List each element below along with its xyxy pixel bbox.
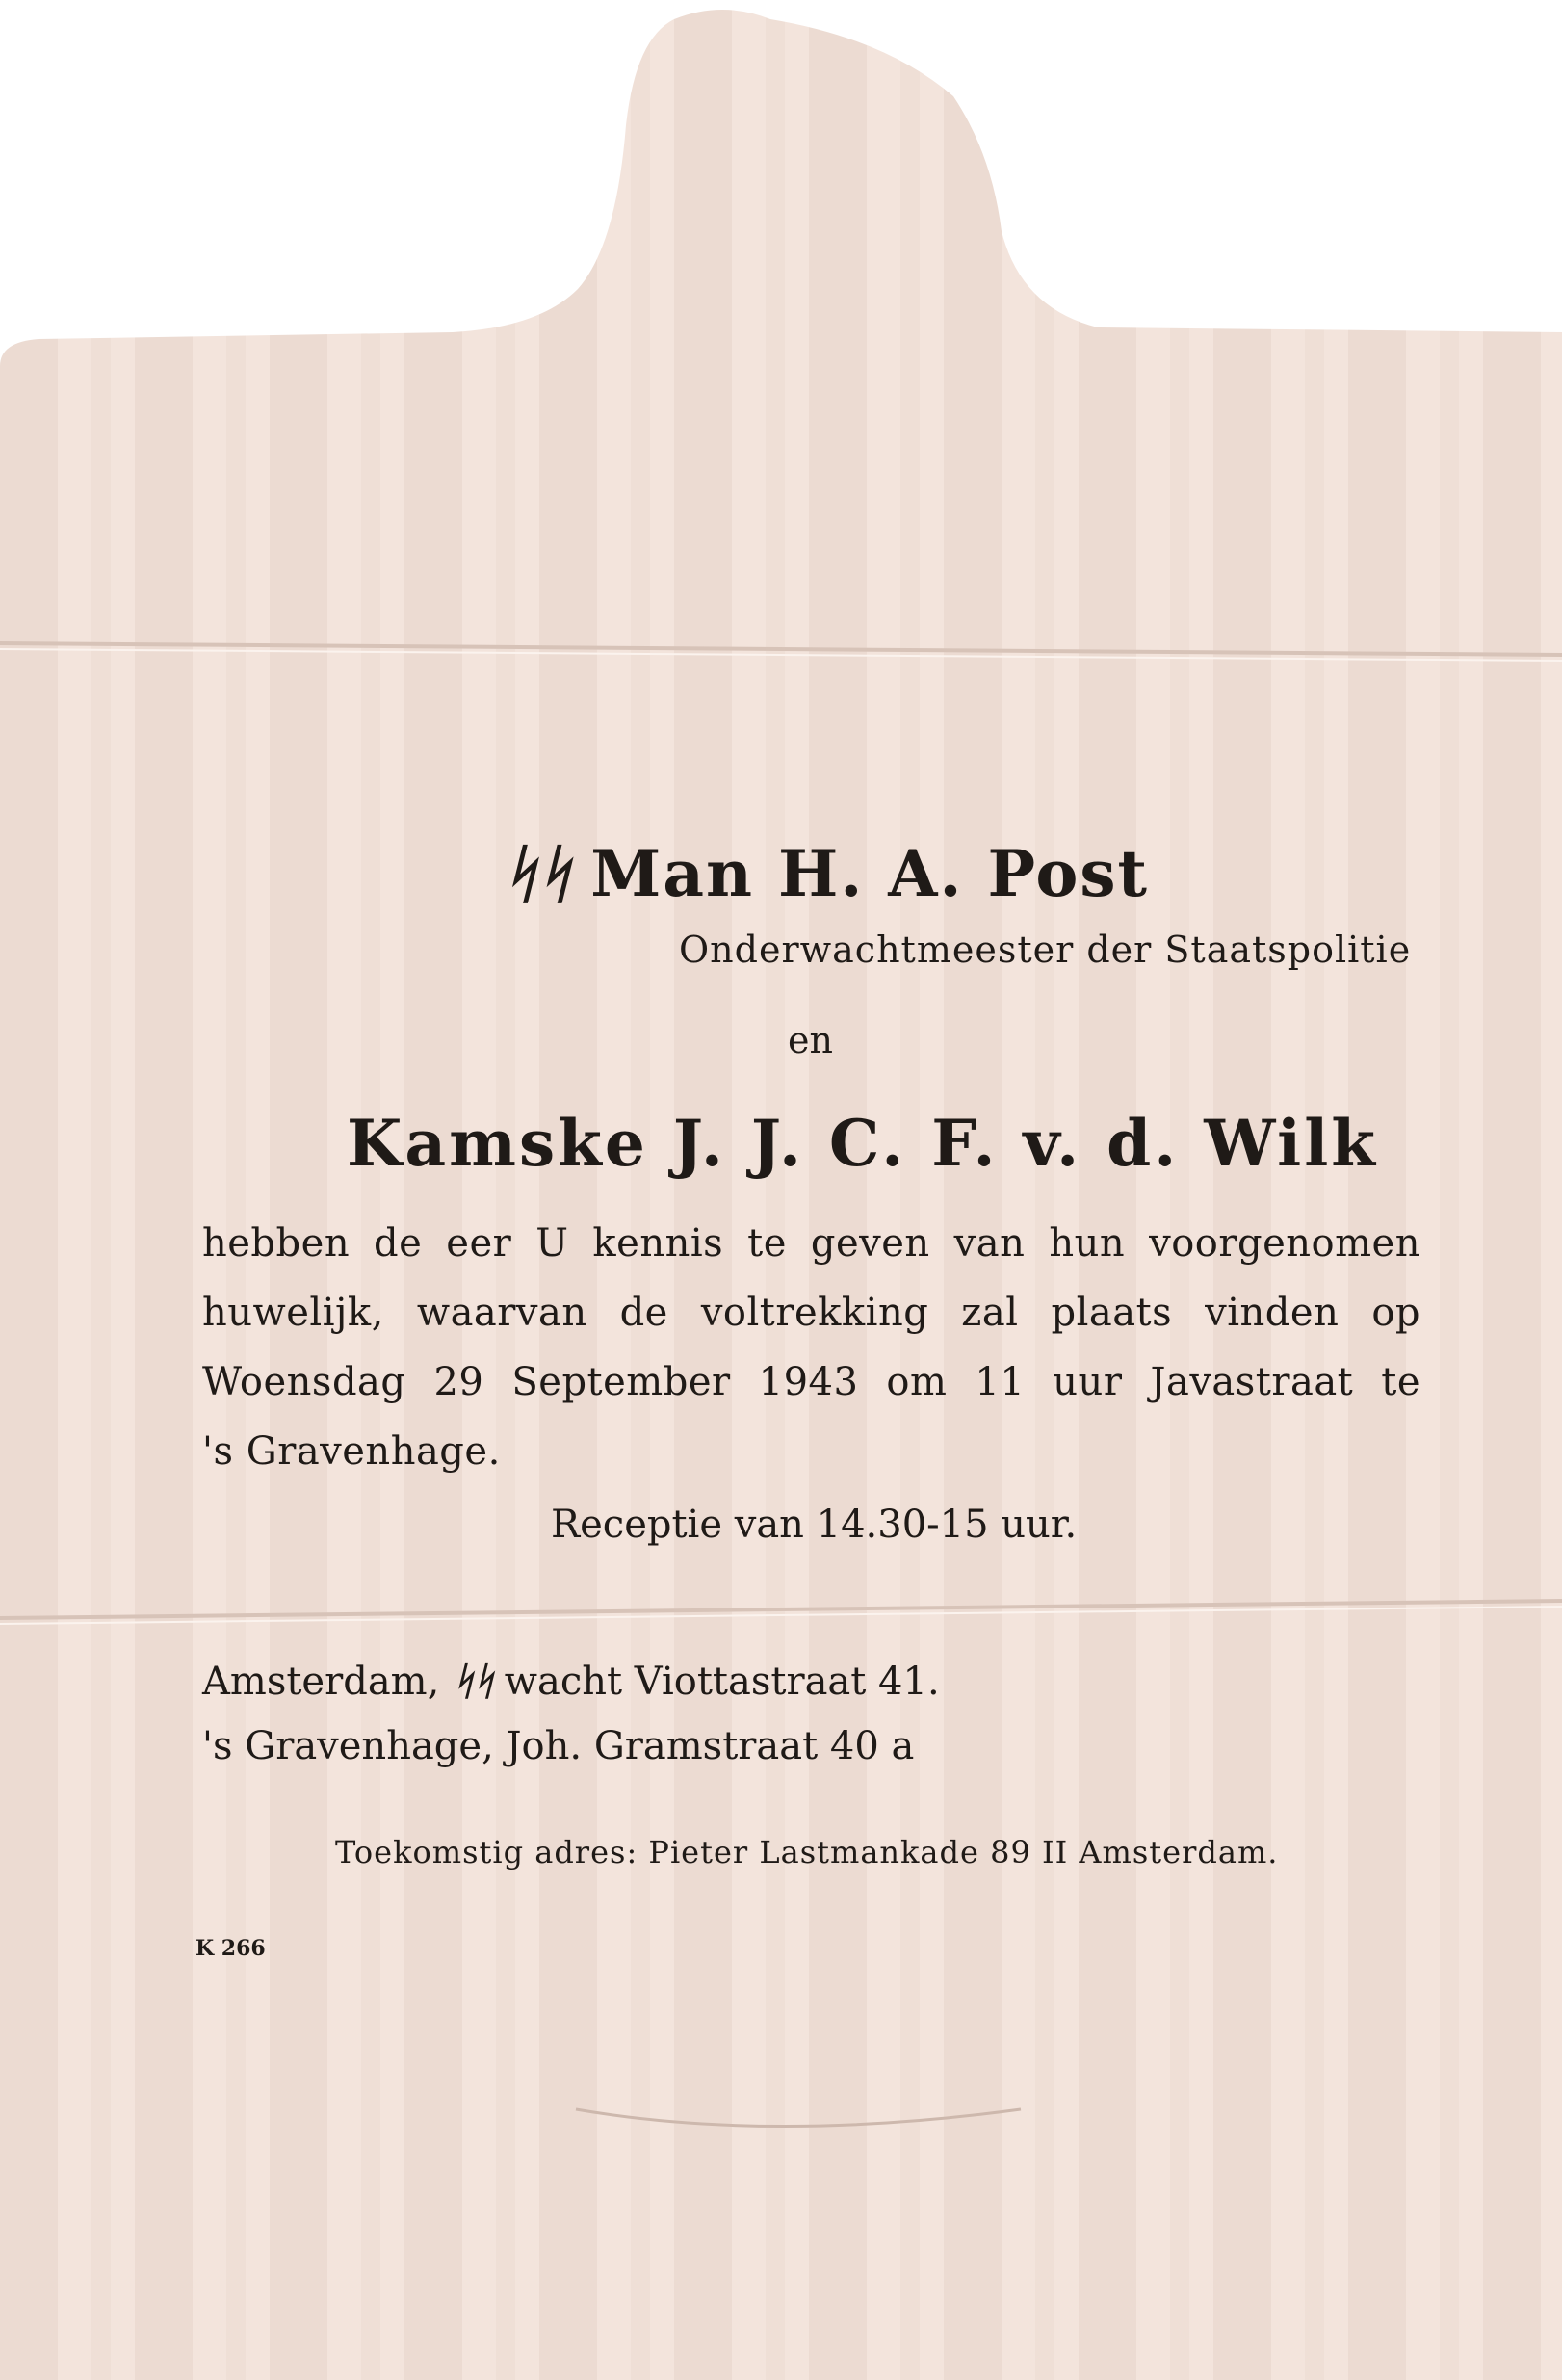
reception-time: Receptie van 14.30-15 uur. [551, 1503, 1078, 1547]
announcement-line-3 [202, 1360, 1420, 1404]
card-shape [0, 10, 1562, 2380]
word: voltrekking [700, 1291, 929, 1335]
ss-rune-icon: ᛋᛋ [501, 836, 570, 911]
conjunction: en [788, 1019, 833, 1061]
word: te [747, 1221, 787, 1266]
word: vinden [1205, 1291, 1340, 1335]
word: September [511, 1360, 731, 1404]
word: hun [1049, 1221, 1126, 1266]
announcement-line-2 [202, 1291, 1420, 1335]
announcement-line-4: 's Gravenhage. [202, 1429, 501, 1474]
word: U [535, 1221, 569, 1266]
groom-address [202, 1659, 940, 1704]
word: 11 [975, 1360, 1026, 1404]
word: waarvan [416, 1291, 587, 1335]
groom-address-city: Amsterdam, [202, 1660, 440, 1704]
groom-name-text: Man H. A. Post [590, 836, 1149, 911]
word: op [1371, 1291, 1420, 1335]
word: van [953, 1221, 1026, 1266]
word: hebben [202, 1221, 351, 1266]
groom-address-street: wacht Viottastraat 41. [504, 1660, 940, 1704]
word: Woensdag [202, 1360, 406, 1404]
word: 1943 [758, 1360, 859, 1404]
word: zal [961, 1291, 1019, 1335]
future-address: Toekomstig adres: Pieter Lastmankade 89 II Amsterdam. [335, 1834, 1279, 1870]
word: Javastraat [1150, 1360, 1354, 1404]
word: plaats [1051, 1291, 1173, 1335]
groom-rank: Onderwachtmeester der Staatspolitie [679, 928, 1412, 971]
ss-rune-icon: ᛋᛋ [452, 1659, 493, 1704]
word: voorgenomen [1149, 1221, 1420, 1266]
bride-name: Kamske J. J. C. F. v. d. Wilk [347, 1106, 1379, 1181]
print-code: K 266 [195, 1936, 266, 1961]
word: om [886, 1360, 948, 1404]
word: te [1381, 1360, 1420, 1404]
word: kennis [592, 1221, 724, 1266]
word: huwelijk, [202, 1291, 384, 1335]
bride-address: 's Gravenhage, Joh. Gramstraat 40 a [202, 1724, 915, 1768]
word: uur [1053, 1360, 1123, 1404]
word: de [374, 1221, 423, 1266]
word: eer [446, 1221, 512, 1266]
word: de [619, 1291, 668, 1335]
groom-name [501, 836, 1149, 911]
word: 29 [433, 1360, 484, 1404]
announcement-line-1 [202, 1221, 1420, 1266]
word: geven [810, 1221, 930, 1266]
